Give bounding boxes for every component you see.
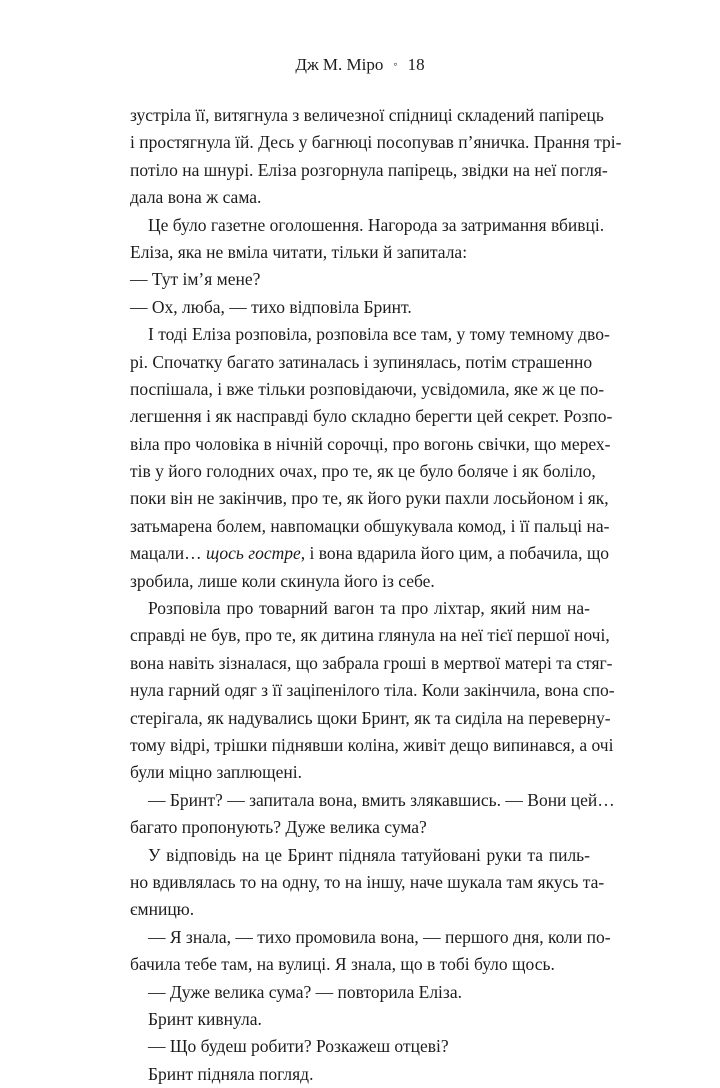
text-line: — Бринт? — запитала вона, вмить злякавшись. — Вони цей… bbox=[148, 789, 615, 810]
text-line: — Дуже велика сума? — повторила Еліза. bbox=[148, 981, 462, 1002]
text-line: нула гарний одяг з її заціпенілого тіла. Коли закінчила, вона спо- bbox=[130, 680, 615, 701]
text-line: багато пропонують? Дуже велика сума? bbox=[130, 817, 427, 838]
text-line: стерігала, як надувались щоки Бринт, як та сиділа на переверну- bbox=[130, 707, 611, 728]
text-line: тів у його голодних очах, про те, як це було боляче і як боліло, bbox=[130, 461, 596, 482]
text-line: І тоді Еліза розповіла, розповіла все там, у тому темному дво- bbox=[148, 324, 610, 345]
text-line: Еліза, яка не вміла читати, тільки й запитала: bbox=[130, 241, 468, 262]
text-line: були міцно заплющені. bbox=[130, 762, 302, 783]
text-line: Бринт підняла погляд. bbox=[148, 1063, 314, 1084]
text-line: — Я знала, — тихо промовила вона, — першого дня, коли по- bbox=[148, 926, 611, 947]
text-line: вона навіть зізналася, що забрала гроші в мертвої матері та стяг- bbox=[130, 652, 613, 673]
text-line-segment: , і вона вдарила його цим, а побачила, що bbox=[300, 543, 610, 564]
separator-dot-icon: ◦ bbox=[393, 57, 398, 71]
text-line: зробила, лише коли скинула його із себе. bbox=[130, 570, 435, 591]
text-line: У відповідь на це Бринт підняла татуйовані руки та пиль- bbox=[148, 844, 590, 865]
text-line: — Ох, люба, — тихо відповіла Бринт. bbox=[130, 296, 412, 317]
text-line bbox=[130, 540, 610, 567]
text-line-segment: мацали… bbox=[130, 543, 206, 564]
text-line: Бринт кивнула. bbox=[148, 1008, 262, 1029]
text-line: Це було газетне оголошення. Нагорода за затримання вбивці. bbox=[148, 214, 605, 235]
text-line: і простягнула їй. Десь у багнюці посопував п’яничка. Прання трі- bbox=[130, 132, 622, 153]
text-line: тому відрі, трішки піднявши коліна, живіт дещо випинався, а очі bbox=[130, 734, 614, 755]
text-line: но вдивлялась то на одну, то на іншу, наче шукала там якусь та- bbox=[130, 871, 605, 892]
author-name: Дж М. Міро bbox=[295, 55, 384, 74]
text-line: зустріла її, витягнула з величезної спідниці складений папірець bbox=[130, 105, 604, 125]
text-line: ємницю. bbox=[130, 899, 195, 920]
text-line: — Що будеш робити? Розкажеш отцеві? bbox=[148, 1036, 449, 1057]
text-line: віла про чоловіка в нічній сорочці, про вогонь свічки, що мерех- bbox=[130, 433, 611, 454]
text-line: поки він не закінчив, про те, як його руки пахли лосьйоном і як, bbox=[130, 488, 609, 509]
text-line: поспішала, і вже тільки розповідаючи, усвідомила, яке ж це по- bbox=[130, 378, 605, 399]
page-number: 18 bbox=[407, 55, 425, 74]
text-line: рі. Спочатку багато затиналась і зупинялась, потім страшенно bbox=[130, 351, 593, 372]
text-line: дала вона ж сама. bbox=[130, 187, 262, 208]
text-line: справді не був, про те, як дитина глянула на неї тієї першої ночі, bbox=[130, 625, 610, 646]
running-head bbox=[0, 52, 720, 77]
emphasized-phrase: щось гостре bbox=[205, 543, 301, 564]
text-line: затьмарена болем, навпомацки обшукувала комод, і її пальці на- bbox=[130, 515, 610, 536]
text-line: — Тут ім’я мене? bbox=[130, 269, 261, 290]
text-line: бачила тебе там, на вулиці. Я знала, що в тобі було щось. bbox=[130, 954, 555, 975]
body-text bbox=[130, 102, 622, 1088]
text-line: легшення і як насправді було складно берегти цей секрет. Розпо- bbox=[130, 406, 613, 427]
text-line: Розповіла про товарний вагон та про ліхтар, який ним на- bbox=[148, 598, 590, 619]
text-line: потіло на шнурі. Еліза розгорнула папірець, звідки на неї погля- bbox=[130, 159, 608, 180]
